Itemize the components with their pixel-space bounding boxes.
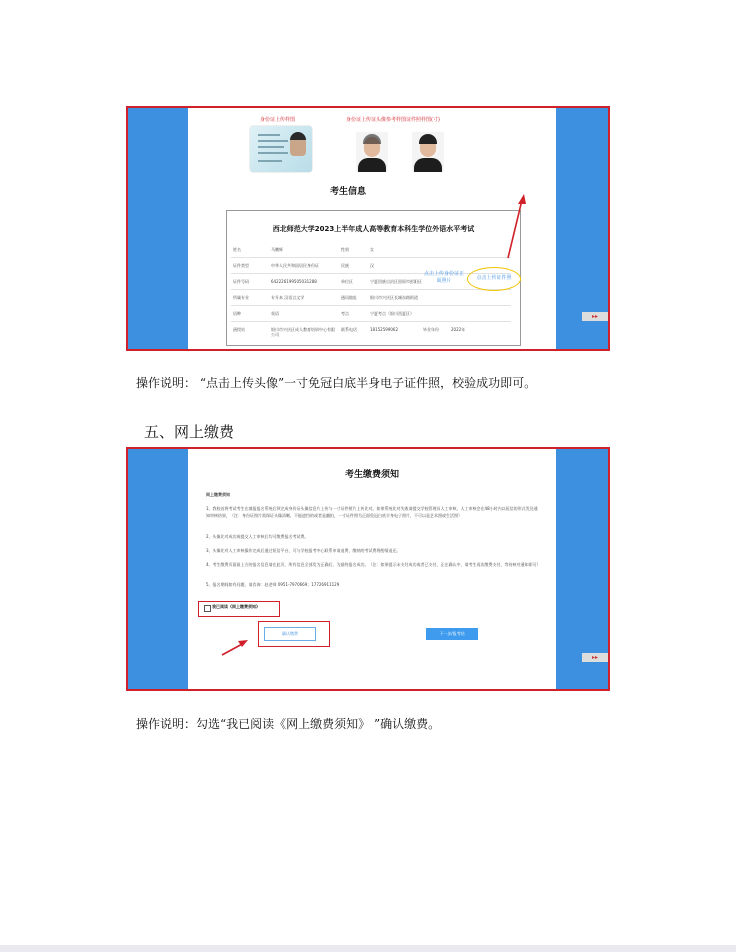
notice-paragraph: 2、头像比对成功或提交人工审核后均可缴费报名考试费。	[206, 534, 309, 539]
caption-1: 操作说明： “点击上传头像”一寸免冠白底半身电子证件照，校验成功即可。	[136, 376, 537, 390]
payment-notice-panel	[188, 449, 556, 689]
field-value: 2022年	[451, 327, 466, 332]
student-info-title: 考生信息	[330, 187, 367, 197]
pointer-arrow	[188, 449, 560, 689]
student-info-panel	[188, 108, 556, 349]
section-heading-payment: 五、网上缴费	[144, 423, 235, 441]
upload-id-link[interactable]: 点击上传身份证正面照片	[423, 271, 464, 284]
field-label: 毕业年份	[423, 327, 439, 332]
notice-paragraph: 5、报名期间如有问题，请咨询：赵老师 0951-7970669；17726911129	[206, 582, 340, 587]
field-label: 证件类型	[233, 263, 249, 268]
field-label: 性别	[341, 247, 349, 252]
notice-paragraph: 3、头像比对人工审核操作完成后通过短信平台，可与学校报考中心联系申请退费，缴纳的考试费将酌情退还。	[206, 548, 401, 553]
field-value: 宁夏回族自治区固原市彭阳区	[370, 279, 422, 284]
field-value: 宁夏考点（银川西夏区）	[370, 311, 414, 316]
agree-checkbox-label: 我已阅读《网上缴费须知》	[212, 604, 260, 609]
widget-icon: ▸▸	[582, 312, 608, 321]
field-label: 考点	[341, 311, 349, 316]
field-value: 马鹏辉	[271, 247, 283, 252]
field-label: 单位区	[341, 279, 353, 284]
field-value: 汉	[370, 263, 374, 268]
field-label: 民族	[341, 263, 349, 268]
field-value: 英语	[271, 311, 279, 316]
payment-notice-screenshot	[126, 447, 610, 691]
notice-title: 考生缴费须知	[344, 470, 399, 480]
caption-2: 操作说明：勾选“我已阅读《网上缴费须知》 ”确认缴费。	[136, 717, 441, 731]
id-example-label: 身份证上传样图	[260, 117, 296, 123]
widget-icon: ▸▸	[582, 653, 608, 662]
notice-subtitle: 网上缴费须知	[206, 492, 230, 497]
photo-example-label: 身份证上传证头像参考样图	[346, 117, 407, 123]
field-value: 642226199505031288	[271, 279, 317, 284]
page-divider	[0, 945, 736, 952]
field-label: 姓名	[233, 247, 241, 252]
field-value: 18152599062	[370, 327, 398, 332]
field-label: 联系电话	[341, 327, 357, 332]
field-label: 语种	[233, 311, 241, 316]
confirm-payment-button[interactable]: 确认缴费	[264, 627, 316, 641]
notice-paragraph: 1、我校首将考试考生在填报报名系统后须完成身份证头像信息片上传与一寸证件照片上传比对。如果系统比对失败请提交学校管理员人工审核，人工审核会在48小时内以短信的形式发送通知审核结果，（注：身份证照片需保证头像清晰，不能遮挡的或者是翻拍，一寸证件照为正面免冠白底半身电子照片，不可以是艺术照或生活照）	[206, 506, 538, 518]
student-info-screenshot	[126, 106, 610, 351]
field-label: 证件号码	[233, 279, 249, 284]
upload-photo-link[interactable]: 点击上传证件照	[476, 275, 512, 281]
field-value: 专升本 汉语言文学	[271, 295, 305, 300]
field-label: 函授站	[233, 327, 245, 332]
next-step-button[interactable]: 下一步/报考结	[426, 628, 478, 640]
notice-paragraph: 4、考生缴费页面最上方的报名信息请在此页，所有信息全部发为正确后，为最终报名成功。（注：如果提示未支付成功或者已支付，正在确认中，请考生再次缴费支付，等待核对通知即可）	[206, 562, 541, 567]
field-label: 通讯地址	[341, 295, 357, 300]
field-value: 银川市兴庆区长城东路街道	[370, 295, 418, 300]
field-value: 银川市兴庆区成人教育培训中心有限公司	[271, 327, 335, 337]
field-value: 女	[370, 247, 374, 252]
field-label: 所属专业	[233, 295, 249, 300]
field-value: 中华人民共和国居民身份证	[271, 263, 319, 268]
exam-title: 西北师范大学2023上半年成人高等教育本科生学位外语水平考试	[272, 225, 475, 233]
cert-example-label: 证件照样图(寸)	[406, 117, 440, 123]
pointer-arrow	[188, 108, 560, 348]
